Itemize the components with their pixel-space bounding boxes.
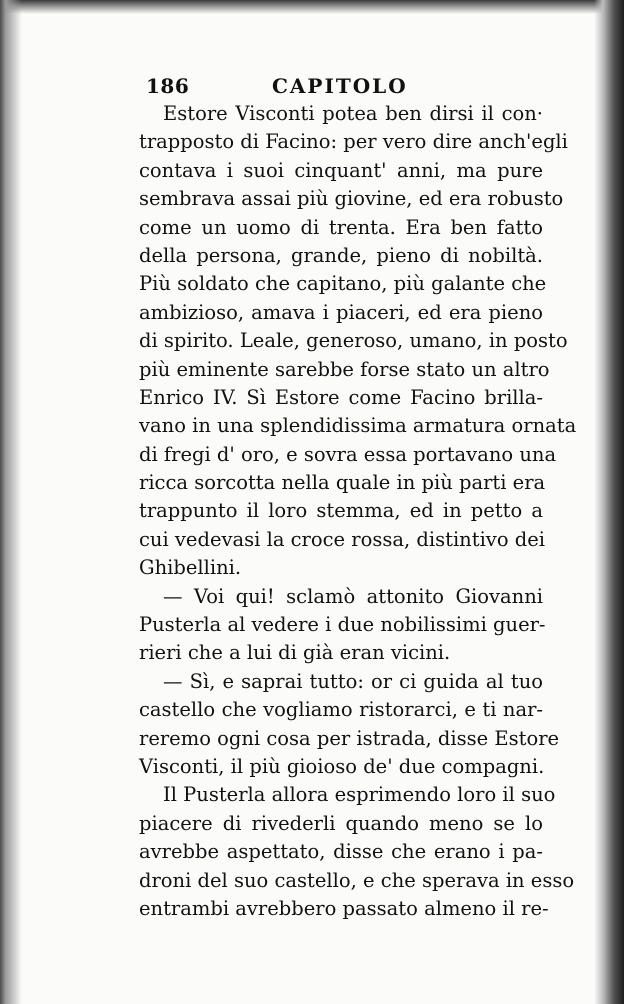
body-text (139, 100, 577, 923)
text-line: Visconti, il più gioioso de' due compagni. (139, 754, 545, 778)
text-line: — Voi qui! sclamò attonito Giovanni (163, 584, 543, 608)
text-line: contava i suoi cinquant' anni, ma pure (139, 158, 543, 182)
text-line: piacere di rivederli quando meno se lo (139, 811, 543, 835)
text-line: di spirito. Leale, generoso, umano, in posto (139, 329, 568, 353)
text-line: Enrico IV. Sì Estore come Facino brilla- (139, 385, 543, 409)
text-line: più eminente sarebbe forse stato un altro (139, 357, 550, 381)
text-line: della persona, grande, pieno di nobiltà. (139, 243, 543, 267)
running-head: CAPITOLO (272, 74, 408, 98)
text-line: di fregi d' oro, e sovra essa portavano una (139, 442, 557, 466)
text-line: sembrava assai più giovine, ed era robusto (139, 187, 564, 211)
page-number: 186 (146, 74, 190, 98)
text-line: Estore Visconti potea ben dirsi il con· (163, 102, 543, 125)
text-line: reremo ogni cosa per istrada, disse Estore (139, 726, 560, 750)
text-line: Più soldato che capitano, più galante che (139, 272, 547, 296)
text-line: vano in una splendidissima armatura ornata (139, 414, 577, 438)
text-line: trappunto il loro stemma, ed in petto a (139, 499, 543, 523)
text-line: rieri che a lui di già eran vicini. (139, 641, 451, 665)
text-line: castello che vogliamo ristorarci, e ti nar- (139, 698, 543, 722)
scan-edge-right (594, 0, 624, 1004)
text-line: Ghibellini. (139, 556, 242, 580)
text-line: ambizioso, amava i piaceri, ed era pieno (139, 300, 543, 324)
text-line: — Sì, e saprai tutto: or ci guida al tuo (163, 669, 543, 693)
scan-edge-left (0, 0, 22, 1004)
page-header (146, 74, 556, 100)
text-line: avrebbe aspettato, disse che erano i pa- (139, 840, 543, 864)
text-line: Il Pusterla allora esprimendo loro il suo (163, 783, 556, 807)
scan-edge-top (0, 0, 624, 14)
text-line: trapposto di Facino: per vero dire anch'egli (139, 130, 568, 154)
text-line: entrambi avrebbero passato almeno il re- (139, 896, 549, 920)
text-line: Pusterla al vedere i due nobilissimi guer- (139, 613, 546, 637)
text-line: ricca sorcotta nella quale in più parti era (139, 471, 546, 495)
text-line: come un uomo di trenta. Era ben fatto (139, 215, 543, 239)
text-line: droni del suo castello, e che sperava in esso (139, 868, 575, 892)
text-line: cui vedevasi la croce rossa, distintivo dei (139, 527, 546, 551)
